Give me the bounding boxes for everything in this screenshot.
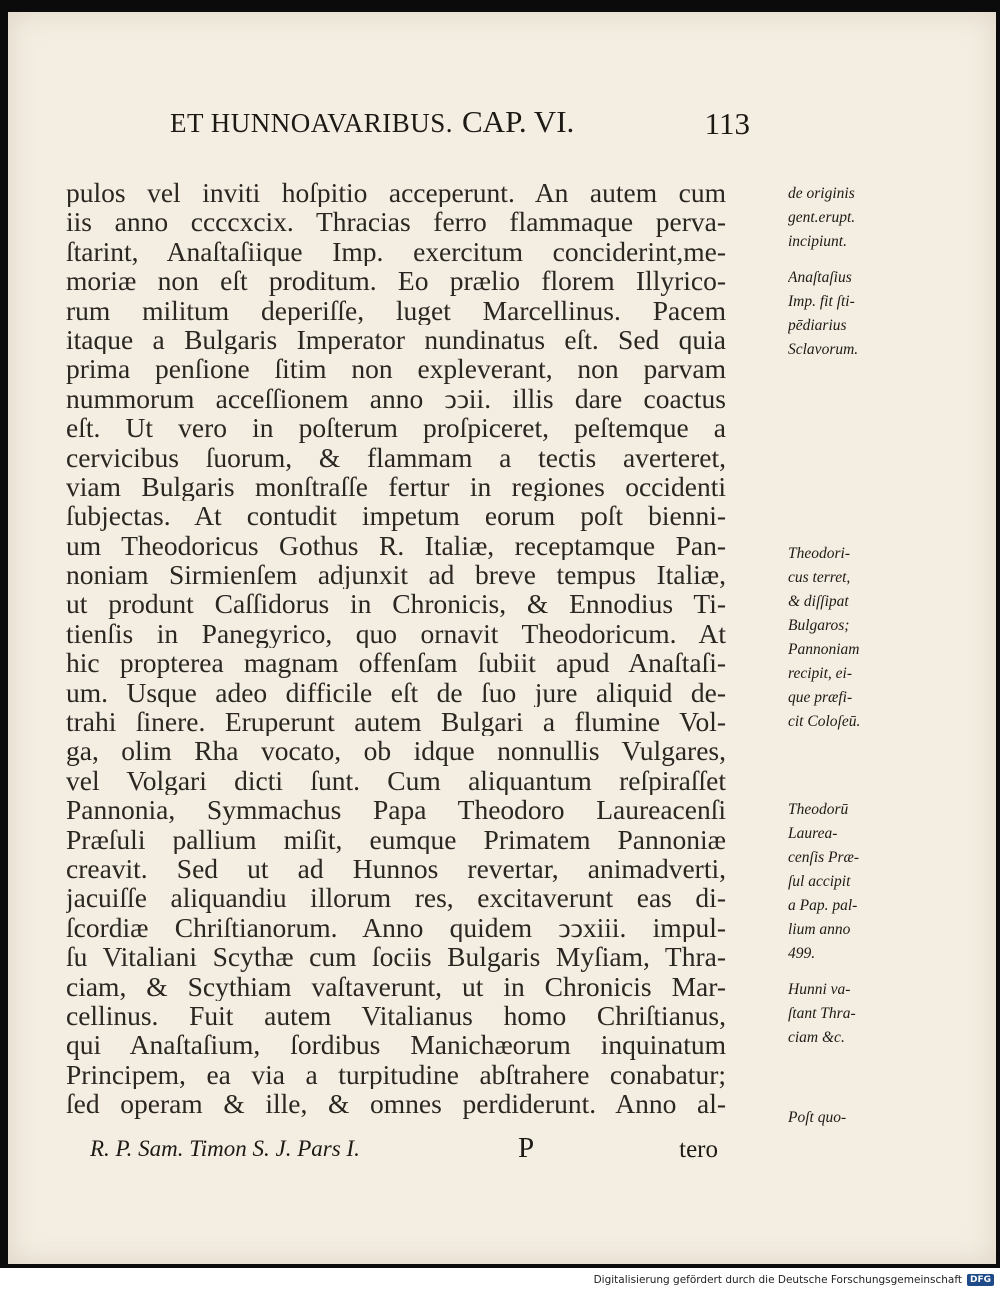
margin-note bbox=[788, 542, 888, 734]
margin-note-line: ſul accipit bbox=[788, 873, 851, 890]
margin-note bbox=[788, 266, 888, 362]
signature-line: R. P. Sam. Timon S. J. Pars I. bbox=[90, 1136, 360, 1161]
text-line: ſu Vitaliani Scythæ cum ſociis Bulgaris Myſiam, Thra- bbox=[66, 942, 726, 972]
text-line: itaque a Bulgaris Imperator nundinatus eſt. Sed quia bbox=[66, 324, 726, 355]
margin-note-line: que præfi- bbox=[788, 689, 853, 706]
margin-note-line: a Pap. pal- bbox=[788, 897, 858, 914]
margin-note bbox=[788, 978, 888, 1050]
text-line: cellinus. Fuit autem Vitalianus homo Chriſtianus, bbox=[66, 1000, 726, 1031]
margin-note-line: Hunni va- bbox=[788, 981, 851, 998]
margin-note-line: cit Coloſeū. bbox=[788, 713, 861, 730]
margin-note-line: ciam &c. bbox=[788, 1029, 845, 1046]
margin-note bbox=[788, 1106, 888, 1130]
text-line: Præſuli pallium miſit, eumque Primatem Pannoniæ bbox=[66, 824, 726, 854]
margin-note-line: incipiunt. bbox=[788, 233, 847, 250]
text-line: nummorum acceſſionem anno ↄↄii. illis dare coactus bbox=[66, 383, 726, 414]
running-title: ET HUNNOAVARIBUS. bbox=[170, 108, 454, 138]
margin-note bbox=[788, 182, 888, 254]
text-line: creavit. Sed ut ad Hunnos revertar, animadverti, bbox=[66, 853, 726, 884]
text-line: um. Usque adeo difficile eſt de ſuo jure aliquid de- bbox=[66, 677, 726, 708]
margin-note-line: Pannoniam bbox=[788, 641, 860, 658]
margin-note-line: Theodorū bbox=[788, 801, 849, 818]
margin-note-line: cenſis Præ- bbox=[788, 849, 860, 866]
signature-mark: P bbox=[518, 1132, 535, 1164]
text-line: ciam, & Scythiam vaſtaverunt, ut in Chronicis Mar- bbox=[66, 971, 726, 1001]
text-line: ſed operam & ille, & omnes perdiderunt. Anno al- bbox=[66, 1089, 726, 1119]
margin-note-line: lium anno bbox=[788, 921, 851, 938]
catchword: tero bbox=[679, 1136, 718, 1163]
text-line: trahi ſinere. Eruperunt autem Bulgari a flumine Vol- bbox=[66, 707, 726, 737]
running-header bbox=[170, 104, 750, 144]
text-line: rum militum deperiſſe, luget Marcellinus. Pacem bbox=[66, 295, 726, 325]
text-line: tienſis in Panegyrico, quo ornavit Theodoricum. At bbox=[66, 618, 726, 649]
book-page bbox=[8, 12, 996, 1264]
text-line: qui Anaſtaſium, ſordibus Manichæorum inquinatum bbox=[66, 1030, 726, 1060]
text-line: vel Volgari dicti ſunt. Cum aliquantum reſpiraſſet bbox=[66, 765, 726, 796]
text-line: moriæ non eſt proditum. Eo prælio florem Illyrico- bbox=[66, 266, 726, 296]
margin-note-line: 499. bbox=[788, 945, 816, 962]
text-line: ga, olim Rha vocato, ob idque nonnullis Vulgares, bbox=[66, 736, 726, 766]
text-line: iis anno ccccxcix. Thracias ferro flammaque perva- bbox=[66, 207, 726, 237]
margin-note-line: Imp. fit ſti- bbox=[788, 293, 855, 310]
margin-note-line: recipit, ei- bbox=[788, 665, 852, 682]
margin-note-line: gent.erupt. bbox=[788, 209, 856, 226]
text-line: eſt. Ut vero in poſterum proſpiceret, peſtemque a bbox=[66, 413, 726, 443]
text-line: noniam Sirmienſem adjunxit ad breve tempus Italiæ, bbox=[66, 560, 726, 590]
margin-note-line: Anaſtaſius bbox=[788, 269, 852, 286]
text-line: pulos vel inviti hoſpitio acceperunt. An autem cum bbox=[66, 178, 726, 208]
body-text bbox=[66, 178, 861, 1126]
margin-note bbox=[788, 798, 888, 966]
text-line: hic propterea magnam offenſam ſubiit apud Anaſtaſi- bbox=[66, 648, 726, 678]
margin-note-line: Bulgaros; bbox=[788, 617, 850, 634]
margin-note-line: Sclavorum. bbox=[788, 341, 859, 358]
text-line: Pannonia, Symmachus Papa Theodoro Laureacenſi bbox=[66, 795, 726, 825]
text-line: ſtarint, Anaſtaſiique Imp. exercitum conciderint,me- bbox=[66, 236, 726, 267]
text-line: jacuiſſe aliquandiu illorum res, excitaverunt eas di- bbox=[66, 883, 726, 913]
text-line: ut produnt Caſſidorus in Chronicis, & Ennodius Ti- bbox=[66, 589, 726, 619]
dfg-logo: DFG bbox=[967, 1274, 994, 1286]
text-line: cervicibus ſuorum, & flammam a tectis averteret, bbox=[66, 442, 726, 472]
text-line: ſubjectas. At contudit impetum eorum poſt bienni- bbox=[66, 501, 726, 531]
margin-note-line: de originis bbox=[788, 185, 855, 202]
text-line: viam Bulgaris monſtraſſe fertur in regiones occidenti bbox=[66, 471, 726, 502]
margin-note-line: Theodori- bbox=[788, 545, 850, 562]
digitization-credit bbox=[594, 1272, 994, 1288]
page-number: 113 bbox=[704, 106, 750, 141]
margin-note-line: & diſſipat bbox=[788, 593, 849, 610]
page-footer bbox=[90, 1132, 718, 1168]
text-line: Principem, ea via a turpitudine abſtrahere conabatur; bbox=[66, 1059, 726, 1090]
text-line: prima penſione ſitim non expleverant, non parvam bbox=[66, 354, 726, 384]
chapter-label: CAP. VI. bbox=[462, 104, 575, 139]
margin-note-line: Poſt quo- bbox=[788, 1109, 847, 1126]
margin-note-line: Laurea- bbox=[788, 825, 838, 842]
credit-text: Digitalisierung gefördert durch die Deutsche Forschungsgemeinschaft bbox=[593, 1274, 962, 1286]
margin-note-line: pēdiarius bbox=[788, 317, 847, 334]
text-line: ſcordiæ Chriſtianorum. Anno quidem ↄↄxiii. impul- bbox=[66, 912, 726, 943]
margin-note-line: ſtant Thra- bbox=[788, 1005, 856, 1022]
margin-note-line: cus terret, bbox=[788, 569, 851, 586]
text-line: um Theodoricus Gothus R. Italiæ, receptamque Pan- bbox=[66, 530, 726, 561]
